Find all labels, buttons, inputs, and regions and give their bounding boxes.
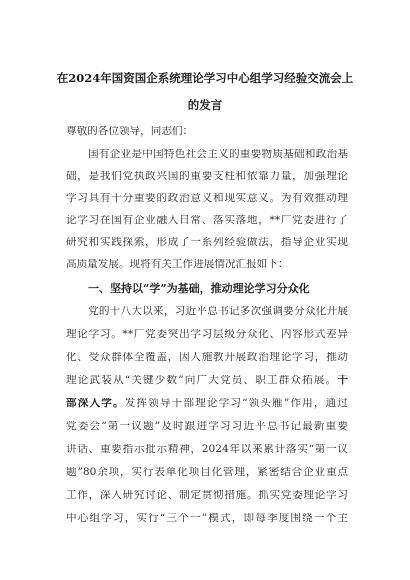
- paragraph-1-line: 国有企业是中国特色社会主义的重要物质基础和政治基: [88, 149, 348, 160]
- section-1-heading: 一、坚持以“学”为基础，推动理论学习分众化: [88, 282, 310, 295]
- paragraph-1-line: 础，是我们党执政兴国的重要支柱和依靠力量，加强理论: [66, 171, 348, 182]
- paragraph-1-line: 论学习在国有企业融入日常、落实落地，**厂党委进行了: [66, 215, 348, 226]
- paragraph-2-text: 发挥领导干部理论学习“领头雁”作用，通过: [124, 398, 348, 409]
- paragraph-1-line: 学习具有十分重要的政治意义和现实意义。为有效推动理: [66, 193, 348, 204]
- paragraph-2-line: 党委会“第一议题”及时跟进学习习近平总书记最新重要: [66, 421, 348, 432]
- paragraph-2-line: [66, 398, 348, 409]
- paragraph-2-line: 讲话、重要指示批示精神，2024年以来累计落实“第一议: [66, 444, 348, 455]
- paragraph-2-text: 理论武装从“关键少数”向广大党员、职工群众拓展。: [66, 375, 338, 386]
- paragraph-2-line: 党的十八大以来，习近平总书记多次强调要分众化开展: [88, 306, 348, 317]
- bold-phrase-end: 部深入学。: [66, 398, 125, 409]
- paragraph-2-line: [66, 375, 348, 386]
- paragraph-1-line: 高质量发展。现将有关工作进展情况汇报如下：: [66, 259, 289, 270]
- paragraph-2-line: 题”80余项，实行表单化项目化管理，紧密结合企业重点: [66, 467, 348, 478]
- paragraph-2-line: 化、受众群体全覆盖，因人施教开展政治理论学习，推动: [66, 352, 348, 363]
- paragraph-2-line: 工作，深入研究讨论、制定贯彻措施。抓实党委理论学习: [66, 490, 348, 501]
- paragraph-2-line: 理论学习。**厂党委突出学习层级分众化、内容形式差异: [66, 329, 348, 340]
- document-title-line-1: 在2024年国资国企系统理论学习中心组学习经验交流会上: [56, 71, 354, 85]
- document-title-line-2: 的发言: [187, 98, 223, 112]
- salutation: 尊敬的各位领导，同志们：: [66, 126, 194, 137]
- bold-phrase-start: 干: [337, 375, 348, 386]
- paragraph-1-line: 研究和实践探索，形成了一系列经验做法，指导企业实现: [66, 237, 348, 248]
- paragraph-2-line: 中心组学习，实行“三个一”模式，即每季度围绕一个主: [66, 513, 348, 524]
